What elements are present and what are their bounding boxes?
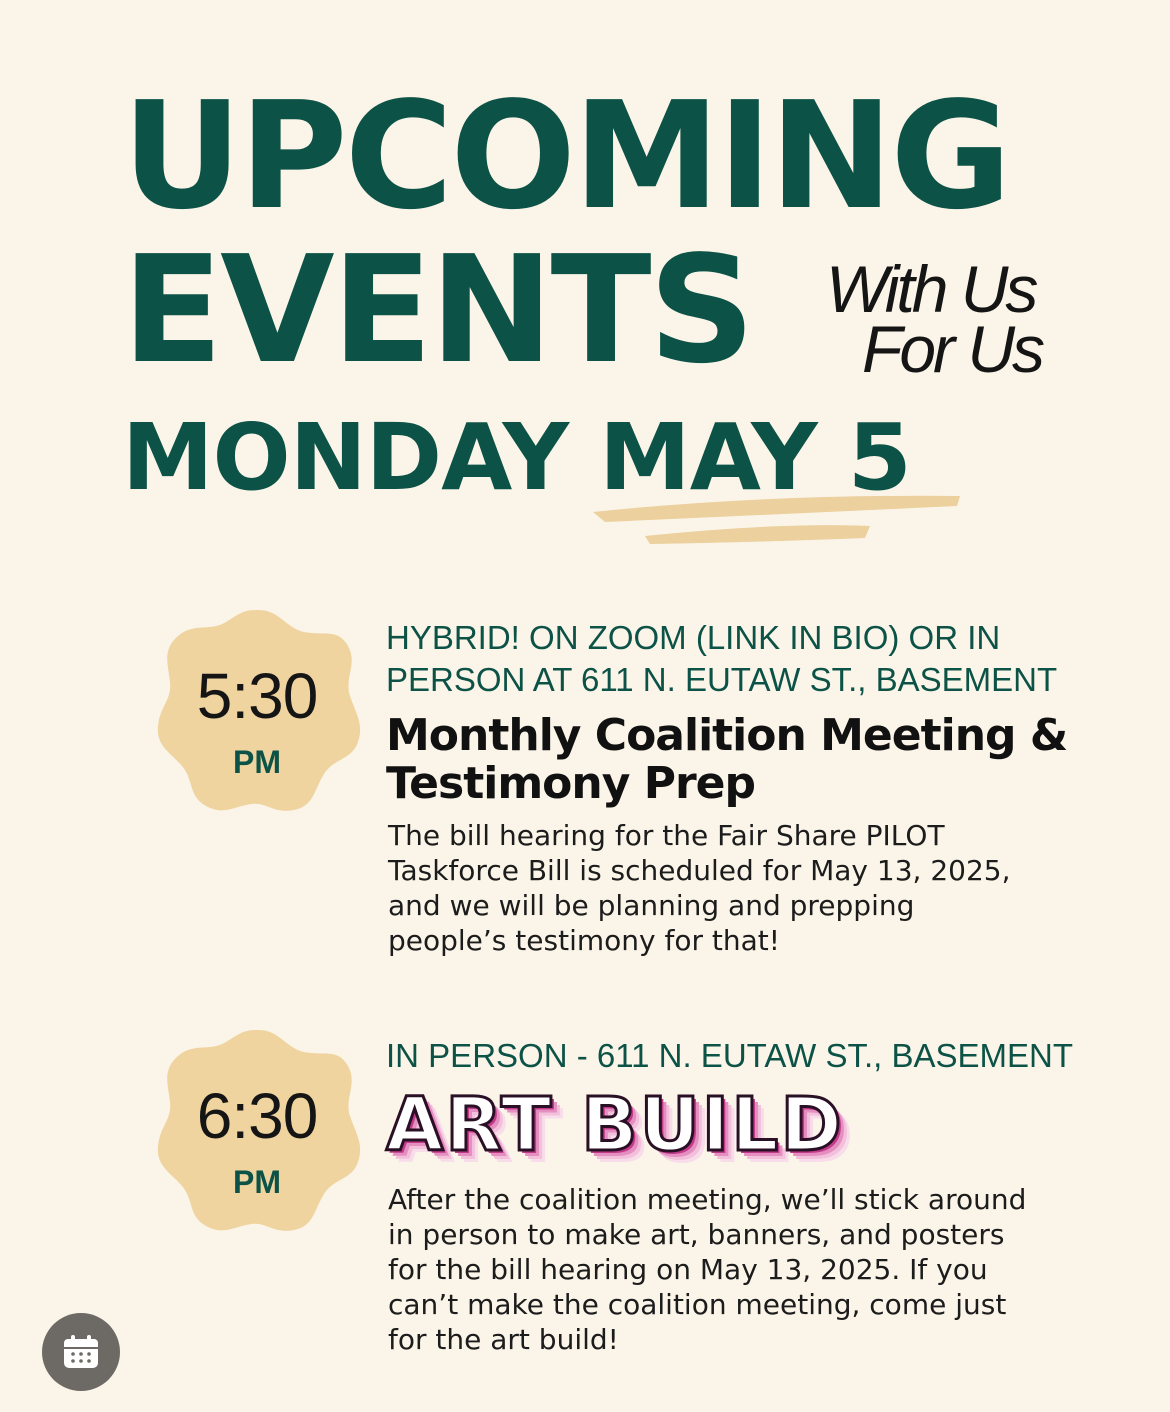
event-description-line: for the bill hearing on May 13, 2025. If you [388,1253,988,1286]
time-badge-2 [154,1026,364,1236]
event-description-line: people’s testimony for that! [388,924,780,957]
event-description-line: for the art build! [388,1323,619,1356]
event-description-line: After the coalition meeting, we’ll stick around [388,1183,1027,1216]
event-description-line: and we will be planning and prepping [388,889,915,922]
event-location-line: PERSON AT 611 N. EUTAW ST., BASEMENT [386,661,1058,698]
event-time: 5:30 [196,660,318,732]
event-description-line: Taskforce Bill is scheduled for May 13, 2025, [388,854,1011,887]
event-description-line: The bill hearing for the Fair Share PILOT [388,819,945,852]
event-description-line: in person to make art, banners, and posters [388,1218,1005,1251]
event-description-line: can’t make the coalition meeting, come just [388,1288,1007,1321]
tagline-for-us: For Us [862,312,1042,386]
event-location-line: HYBRID! ON ZOOM (LINK IN BIO) OR IN [386,619,1001,656]
time-badge-1 [154,606,364,816]
tagline-with-us: With Us [826,252,1036,326]
headline-upcoming: UPCOMING [122,70,1009,242]
event-title-line: Testimony Prep [386,758,756,809]
event-ampm: PM [233,1164,281,1200]
event-title-line: Monthly Coalition Meeting & [386,710,1068,761]
calendar-button[interactable] [42,1313,120,1391]
art-build-title: ART BUILD [386,1082,844,1168]
headline-events: EVENTS [122,224,753,396]
event-time: 6:30 [196,1080,318,1152]
calendar-icon [63,1335,99,1369]
event-date: MONDAY MAY 5 [122,404,911,511]
event-location-line: IN PERSON - 611 N. EUTAW ST., BASEMENT [386,1037,1074,1074]
event-ampm: PM [233,744,281,780]
